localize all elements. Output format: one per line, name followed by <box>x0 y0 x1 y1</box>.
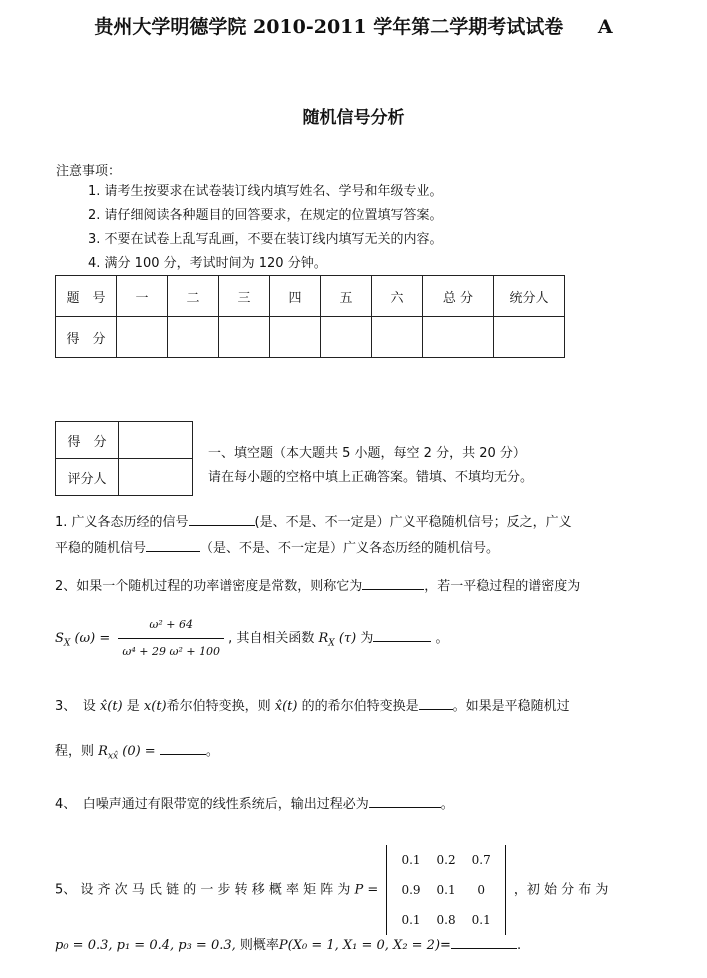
math-symbol: R <box>98 744 108 759</box>
matrix-cell: 0.8 <box>436 913 456 927</box>
question-text: 为 <box>360 631 374 646</box>
question-text: 。 <box>435 631 449 646</box>
math-symbol: S <box>55 631 64 646</box>
question-text: 是 <box>126 699 140 714</box>
answer-blank[interactable] <box>189 511 255 526</box>
notes-heading: 注意事项： <box>56 164 122 179</box>
score-row-label: 得 分 <box>56 317 117 358</box>
question-text: 的的希尔伯特变换是 <box>301 699 419 714</box>
math-argument: (τ) <box>338 631 357 646</box>
math-subscript: X <box>328 638 335 649</box>
exam-header-title: 贵州大学明德学院 2010-2011 学年第二学期考试试卷 <box>94 16 564 38</box>
score-table-score-row <box>56 317 565 358</box>
question-text: 3、 设 <box>55 699 96 714</box>
matrix-cell: 0.2 <box>436 853 456 867</box>
section1-title: 一、填空题（本大题共 5 小题，每空 2 分，共 20 分） <box>208 446 526 461</box>
question-text: . <box>516 938 522 953</box>
math-symbol: R <box>318 631 329 646</box>
transition-matrix <box>386 845 505 935</box>
question-text: 5、 设 齐 次 马 氏 链 的 一 步 转 移 概 率 矩 阵 为 <box>55 882 351 898</box>
score-cell: 三 <box>219 276 270 317</box>
score-input-cell[interactable] <box>494 317 565 358</box>
fraction-denominator: ω⁴ + 29 ω² + 100 <box>122 645 221 658</box>
question-text: 4、 白噪声通过有限带宽的线性系统后，输出过程必为 <box>55 797 369 812</box>
score-input-cell[interactable] <box>321 317 372 358</box>
paper-code: A <box>597 16 613 38</box>
question-4 <box>55 792 655 818</box>
grader-score-cell[interactable] <box>119 422 193 459</box>
score-cell: 总 分 <box>423 276 494 317</box>
matrix-cell: 0 <box>477 883 485 897</box>
matrix-symbol: P = <box>354 882 379 898</box>
answer-blank[interactable] <box>362 575 424 590</box>
question-5-cont <box>55 933 655 959</box>
score-cell: 四 <box>270 276 321 317</box>
question-text: 2、如果一个随机过程的功率谱密度是常数，则称它为 <box>55 579 363 594</box>
score-cell: 统分人 <box>494 276 565 317</box>
question-text: = <box>440 938 451 953</box>
matrix-cell: 0.1 <box>401 853 421 867</box>
score-input-cell[interactable] <box>423 317 494 358</box>
grader-table <box>55 421 193 496</box>
question-text: 1. 广义各态历经的信号 <box>55 515 189 530</box>
score-table <box>55 275 565 358</box>
initial-distribution: p₀ = 0.3, p₁ = 0.4, p₃ = 0.3, <box>55 938 236 953</box>
section1-instruction: 请在每小题的空格中填上正确答案。错填、不填均无分。 <box>208 470 534 485</box>
question-text: , 其自相关函数 <box>228 631 315 646</box>
question-3-cont <box>55 739 655 770</box>
score-cell: 题 号 <box>56 276 117 317</box>
score-cell: 一 <box>117 276 168 317</box>
probability-expression: P(X₀ = 1, X₁ = 0, X₂ = 2) <box>278 938 441 953</box>
math-expression: x(t) <box>143 699 167 714</box>
cross-correlation-symbol <box>98 744 156 762</box>
grader-score-label: 得 分 <box>56 422 119 459</box>
question-5 <box>55 845 675 935</box>
math-argument: (0) = <box>122 744 156 759</box>
matrix-cell: 0.7 <box>471 853 491 867</box>
spectral-density-fraction <box>118 612 224 665</box>
question-text: (是、不是、不一定是）广义平稳随机信号；反之，广义 <box>254 515 572 530</box>
score-input-cell[interactable] <box>372 317 423 358</box>
answer-blank[interactable] <box>160 740 206 755</box>
question-text: 平稳的随机信号 <box>55 541 147 556</box>
fraction-numerator: ω² + 64 <box>118 612 224 639</box>
question-text: 。 <box>440 797 454 812</box>
question-3 <box>55 694 655 720</box>
question-1 <box>55 510 655 562</box>
notes-item: 3. 不要在试卷上乱写乱画，不要在装订线内填写无关的内容。 <box>88 232 443 247</box>
notes-list <box>88 180 443 276</box>
score-cell: 五 <box>321 276 372 317</box>
answer-blank[interactable] <box>373 627 431 642</box>
answer-blank[interactable] <box>419 695 453 710</box>
notes-item: 4. 满分 100 分，考试时间为 120 分钟。 <box>88 256 327 271</box>
math-subscript: X <box>63 638 71 649</box>
question-text: 希尔伯特变换，则 <box>166 699 271 714</box>
question-text: 。 <box>205 744 219 759</box>
notes-item: 1. 请考生按要求在试卷装订线内填写姓名、学号和年级专业。 <box>88 184 443 199</box>
question-2 <box>55 574 655 600</box>
math-subscript: xx̂ <box>107 751 119 762</box>
question-text: 则概率 <box>239 938 279 953</box>
section1-header <box>208 442 533 490</box>
answer-blank[interactable] <box>146 537 200 552</box>
matrix-cell: 0.1 <box>401 913 421 927</box>
score-input-cell[interactable] <box>168 317 219 358</box>
course-title: 随机信号分析 <box>302 108 405 128</box>
answer-blank[interactable] <box>369 793 441 808</box>
matrix-cell: 0.9 <box>401 883 421 897</box>
autocorrelation-symbol <box>318 631 357 649</box>
math-argument: (ω) = <box>74 631 111 646</box>
question-text: ，若一平稳过程的谱密度为 <box>424 579 581 594</box>
score-input-cell[interactable] <box>270 317 321 358</box>
question-text: 。如果是平稳随机过 <box>452 699 570 714</box>
question-text: 程，则 <box>55 744 95 759</box>
notes-item: 2. 请仔细阅读各种题目的回答要求，在规定的位置填写答案。 <box>88 208 443 223</box>
math-expression: x̂(t) <box>99 699 123 714</box>
question-text: （是、不是、不一定是）广义各态历经的随机信号。 <box>200 541 500 556</box>
answer-blank[interactable] <box>451 934 517 949</box>
grader-label: 评分人 <box>56 459 119 496</box>
exam-header <box>0 12 707 39</box>
question-text: ，初 始 分 布 为 <box>513 882 609 898</box>
score-input-cell[interactable] <box>219 317 270 358</box>
score-input-cell[interactable] <box>117 317 168 358</box>
score-cell: 六 <box>372 276 423 317</box>
question-2-formula <box>55 612 655 665</box>
matrix-cell: 0.1 <box>471 913 491 927</box>
grader-name-cell[interactable] <box>119 459 193 496</box>
score-table-header-row <box>56 276 565 317</box>
matrix-cell: 0.1 <box>436 883 456 897</box>
spectral-density-symbol <box>55 631 111 649</box>
score-cell: 二 <box>168 276 219 317</box>
math-expression: x̂(t) <box>274 699 298 714</box>
